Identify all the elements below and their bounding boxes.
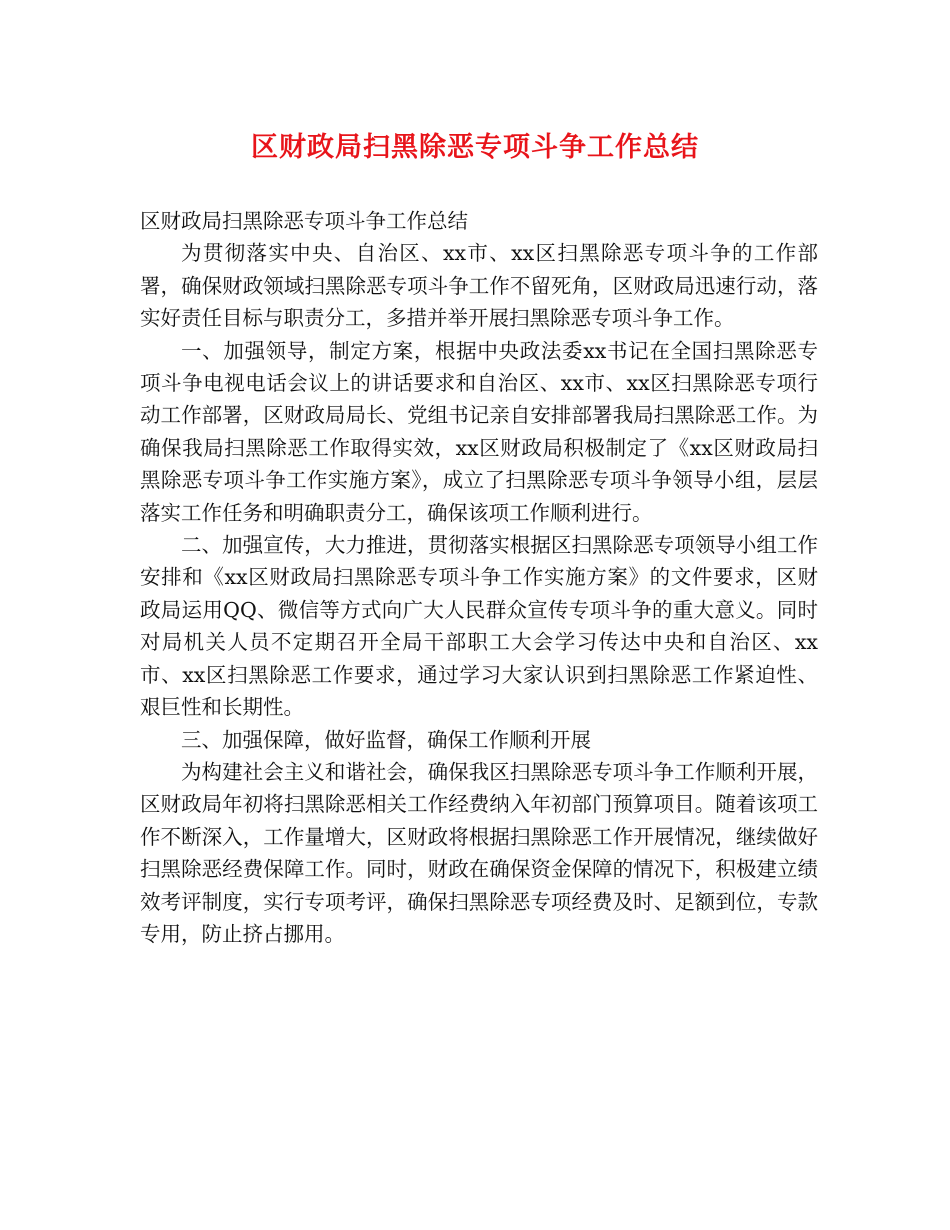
document-title: 区财政局扫黑除恶专项斗争工作总结 <box>251 132 699 163</box>
document-body <box>140 205 818 950</box>
body-heading: 区财政局扫黑除恶专项斗争工作总结 <box>140 209 468 233</box>
paragraph-section-three: 为构建社会主义和谐社会，确保我区扫黑除恶专项斗争工作顺利开展，区财政局年初将扫黑除恶相关工作经费纳入年初部门预算项目。随着该项工作不断深入，工作量增大，区财政将根据扫黑除恶工作开展情况，继续做好扫黑除恶经费保障工作。同时，财政在确保资金保障的情况下，积极建立绩效考评制度，实行专项考评，确保扫黑除恶专项经费及时、足额到位，专款专用，防止挤占挪用。 <box>140 759 818 946</box>
paragraph-section-one: 一、加强领导，制定方案，根据中央政法委xx书记在全国扫黑除恶专项斗争电视电话会议上的讲话要求和自治区、xx市、xx区扫黑除恶专项行动工作部署，区财政局局长、党组书记亲自安排部署我局扫黑除恶工作。为确保我局扫黑除恶工作取得实效，xx区财政局积极制定了《xx区财政局扫黑除恶专项斗争工作实施方案》，成立了扫黑除恶专项斗争领导小组，层层落实工作任务和明确职责分工，确保该项工作顺利进行。 <box>140 338 818 525</box>
paragraph-section-two: 二、加强宣传，大力推进，贯彻落实根据区扫黑除恶专项领导小组工作安排和《xx区财政局扫黑除恶专项斗争工作实施方案》的文件要求，区财政局运用QQ、微信等方式向广大人民群众宣传专项斗争的重大意义。同时对局机关人员不定期召开全局干部职工大会学习传达中央和自治区、xx市、xx区扫黑除恶工作要求，通过学习大家认识到扫黑除恶工作紧迫性、艰巨性和长期性。 <box>140 533 818 720</box>
paragraph-intro: 为贯彻落实中央、自治区、xx市、xx区扫黑除恶专项斗争的工作部署，确保财政领域扫黑除恶专项斗争工作不留死角，区财政局迅速行动，落实好责任目标与职责分工，多措并举开展扫黑除恶专项斗争工作。 <box>140 241 818 331</box>
section-three-heading: 三、加强保障，做好监督，确保工作顺利开展 <box>181 727 591 752</box>
